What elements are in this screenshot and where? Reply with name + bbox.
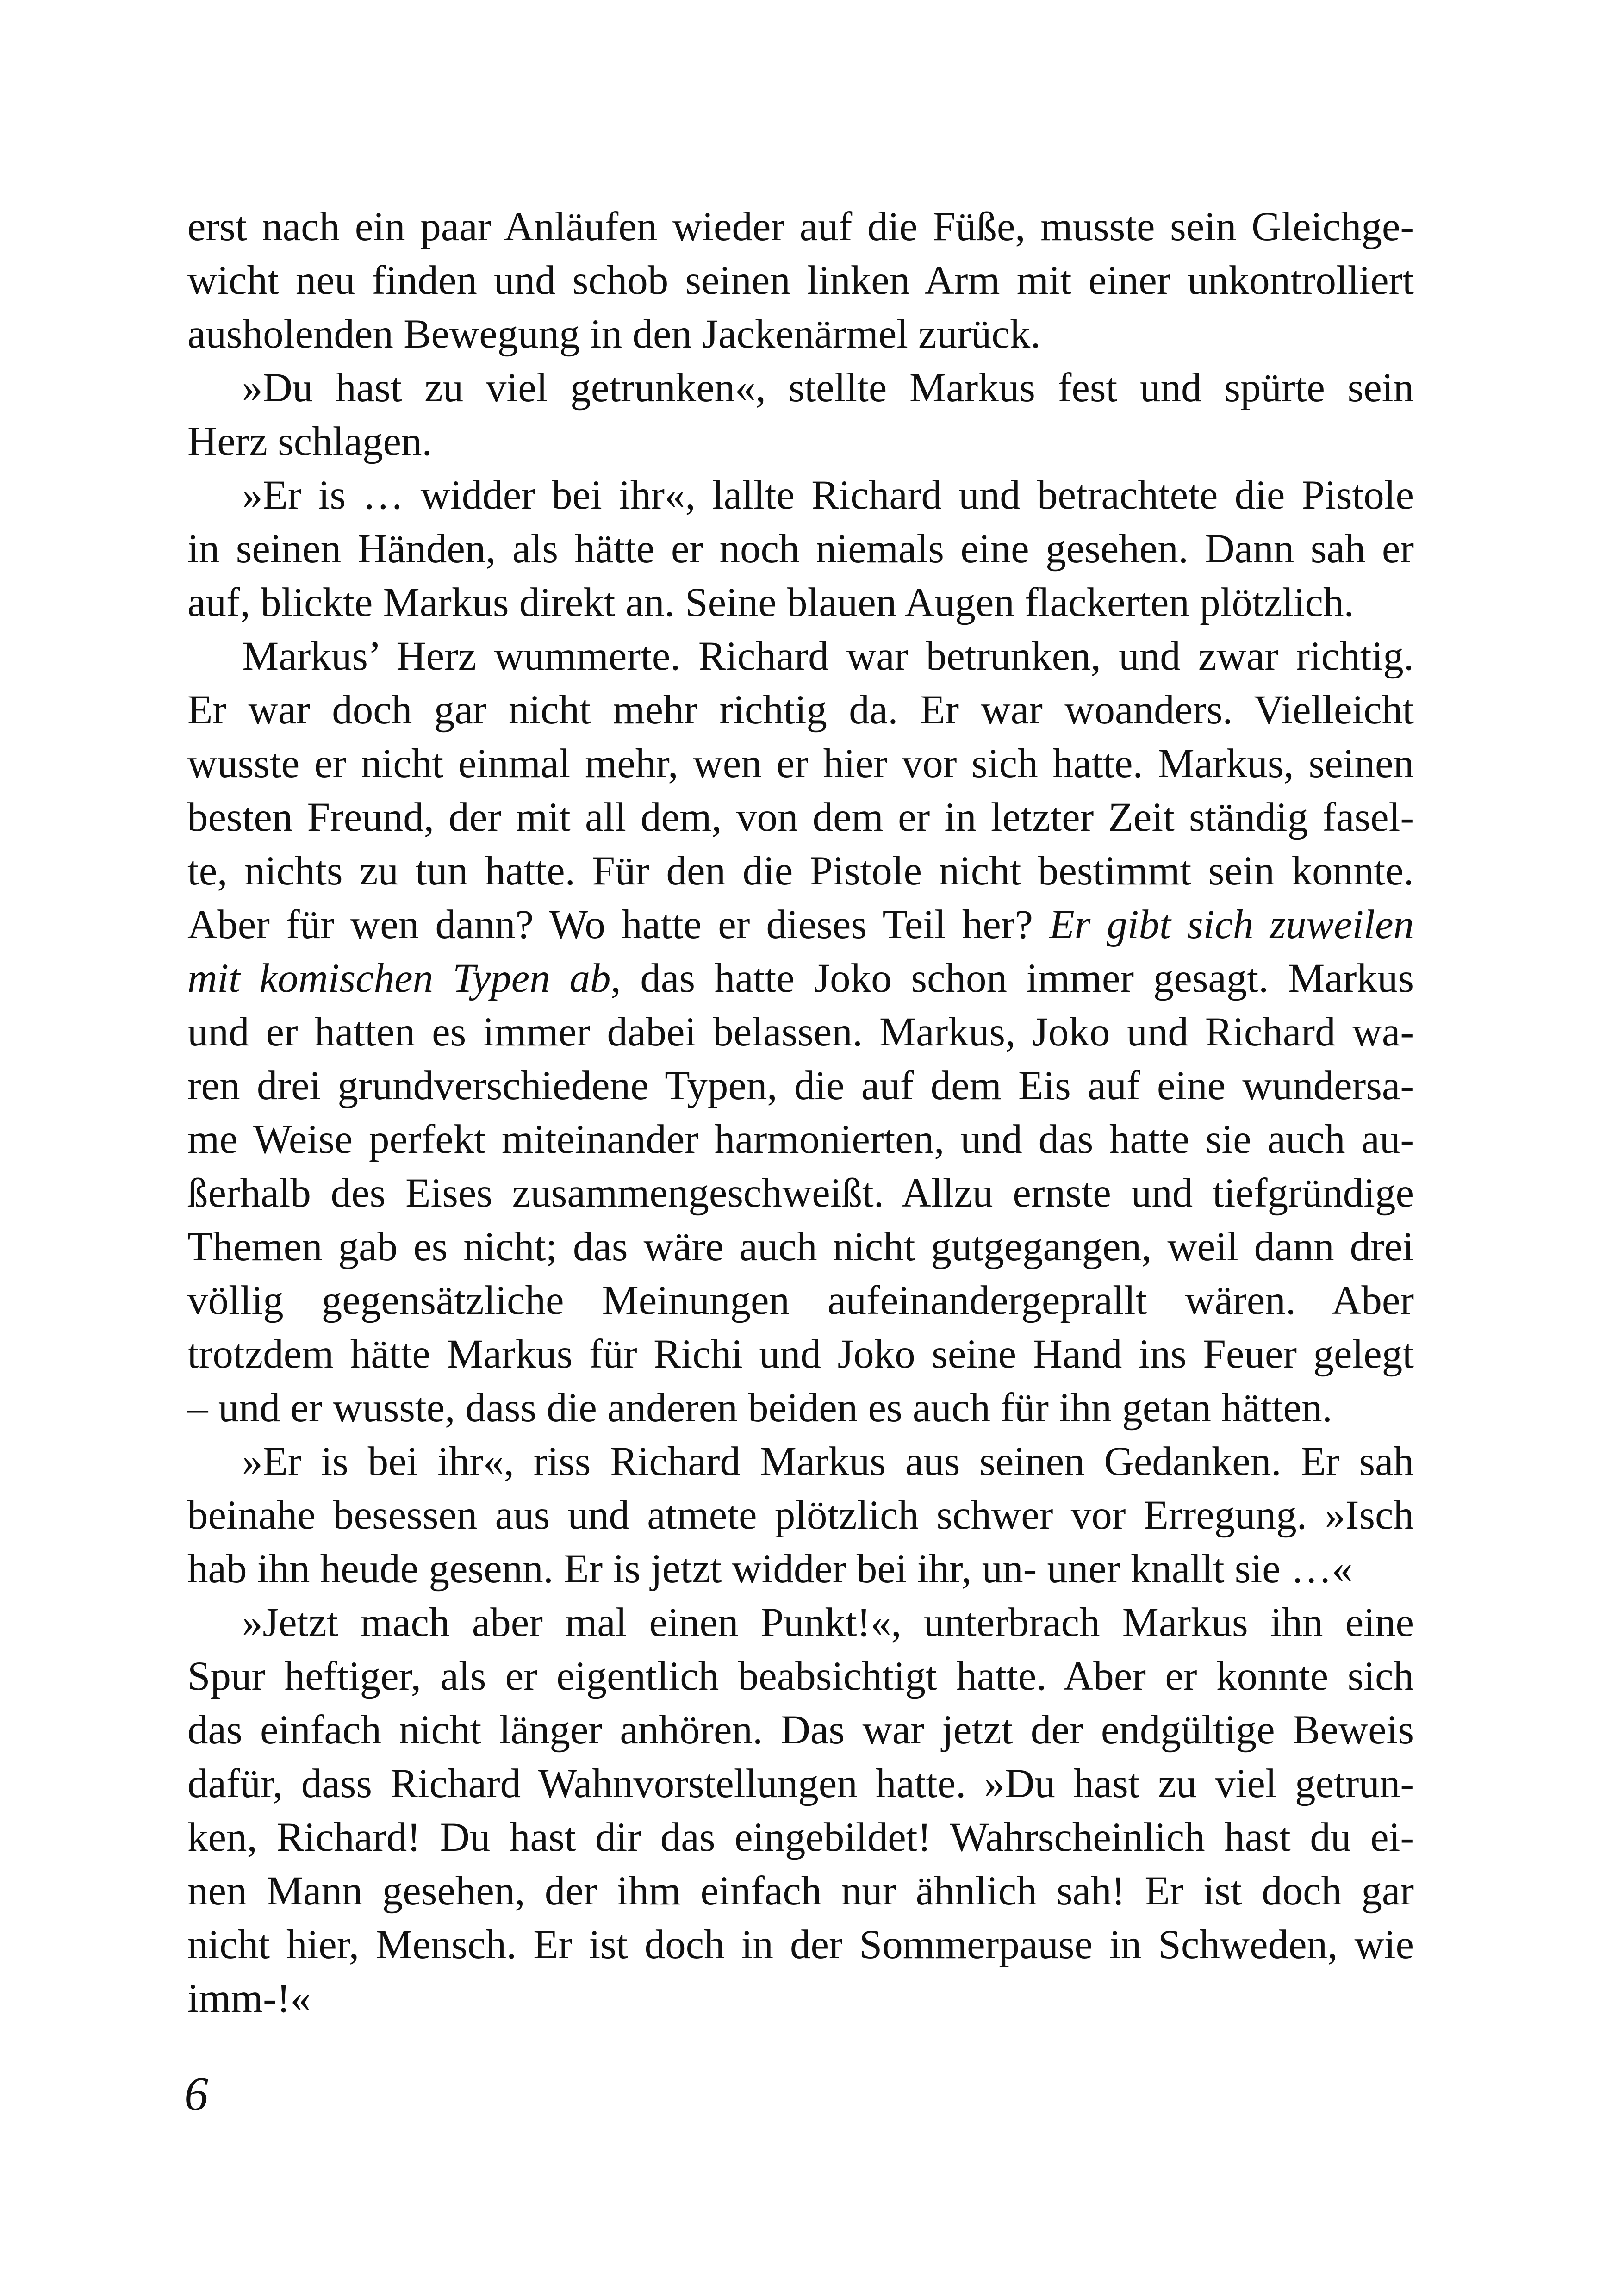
italic-run: mit komischen Typen ab (187, 956, 611, 1001)
text-line-with-italic (187, 898, 1414, 952)
text-line: ßerhalb des Eises zusammengeschweißt. Allzu ernste und tiefgründige (187, 1170, 1414, 1216)
text-line: das einfach nicht länger anhören. Das war jetzt der endgültige Beweis (187, 1707, 1414, 1753)
text-line: imm-!« (187, 1976, 311, 2021)
text-line: me Weise perfekt miteinander harmonierten, und das hatte sie auch au- (187, 1117, 1414, 1162)
text-line: ausholenden Bewegung in den Jackenärmel zurück. (187, 311, 1041, 357)
text-line: dafür, dass Richard Wahnvorstellungen hatte. »Du hast zu viel getrun- (187, 1761, 1414, 1806)
text-line: nicht hier, Mensch. Er ist doch in der Sommerpause in Schweden, wie (187, 1922, 1414, 1967)
text-line: ren drei grundverschiedene Typen, die auf dem Eis auf eine wundersa- (187, 1063, 1414, 1108)
paragraph-first-line: »Jetzt mach aber mal einen Punkt!«, unterbrach Markus ihn eine (242, 1600, 1414, 1645)
text-line: Er war doch gar nicht mehr richtig da. Er war woanders. Vielleicht (187, 687, 1414, 733)
text-line: te, nichts zu tun hatte. Für den die Pistole nicht bestimmt sein konnte. (187, 848, 1414, 894)
text-line: ken, Richard! Du hast dir das eingebildet! Wahrscheinlich hast du ei- (187, 1815, 1414, 1860)
italic-run: Er gibt sich zuweilen (1049, 902, 1414, 947)
text-line: Themen gab es nicht; das wäre auch nicht gutgegangen, weil dann drei (187, 1224, 1414, 1269)
text-line: – und er wusste, dass die anderen beiden es auch für ihn getan hätten. (187, 1385, 1332, 1431)
body-text (187, 200, 1414, 2025)
text-line: beinahe besessen aus und atmete plötzlich schwer vor Erregung. »Isch (187, 1493, 1414, 1538)
paragraph-first-line: »Er is bei ihr«, riss Richard Markus aus seinen Gedanken. Er sah (242, 1439, 1414, 1484)
paragraph-first-line: Markus’ Herz wummerte. Richard war betrunken, und zwar richtig. (242, 634, 1414, 679)
text-line: trotzdem hätte Markus für Richi und Joko seine Hand ins Feuer gelegt (187, 1332, 1414, 1377)
paragraph-first-line: »Er is … widder bei ihr«, lallte Richard und betrachtete die Pistole (242, 473, 1414, 518)
page-number: 6 (184, 2067, 208, 2121)
text-line: Spur heftiger, als er eigentlich beabsichtigt hatte. Aber er konnte sich (187, 1654, 1414, 1699)
text-line: wusste er nicht einmal mehr, wen er hier vor sich hatte. Markus, seinen (187, 741, 1414, 786)
text-run: , das hatte Joko schon immer gesagt. Markus (610, 956, 1414, 1001)
text-line: erst nach ein paar Anläufen wieder auf die Füße, musste sein Gleichge- (187, 204, 1414, 249)
text-line: auf, blickte Markus direkt an. Seine blauen Augen flackerten plötzlich. (187, 580, 1354, 625)
text-line: völlig gegensätzliche Meinungen aufeinandergeprallt wären. Aber (187, 1278, 1414, 1323)
text-line: nen Mann gesehen, der ihm einfach nur ähnlich sah! Er ist doch gar (187, 1868, 1414, 1914)
text-run: Aber für wen dann? Wo hatte er dieses Teil her? (187, 902, 1050, 947)
text-line-with-italic (187, 952, 1414, 1005)
text-line: hab ihn heude gesenn. Er is jetzt widder bei ihr, un- uner knallt sie …« (187, 1546, 1353, 1592)
text-line: besten Freund, der mit all dem, von dem er in letzter Zeit ständig fasel- (187, 795, 1414, 840)
text-line: wicht neu finden und schob seinen linken Arm mit einer unkontrolliert (187, 258, 1414, 303)
text-line: und er hatten es immer dabei belassen. Markus, Joko und Richard wa- (187, 1009, 1414, 1055)
text-line: in seinen Händen, als hätte er noch niemals eine gesehen. Dann sah er (187, 526, 1414, 572)
text-line: Herz schlagen. (187, 419, 432, 464)
paragraph-first-line: »Du hast zu viel getrunken«, stellte Markus fest und spürte sein (242, 365, 1414, 411)
